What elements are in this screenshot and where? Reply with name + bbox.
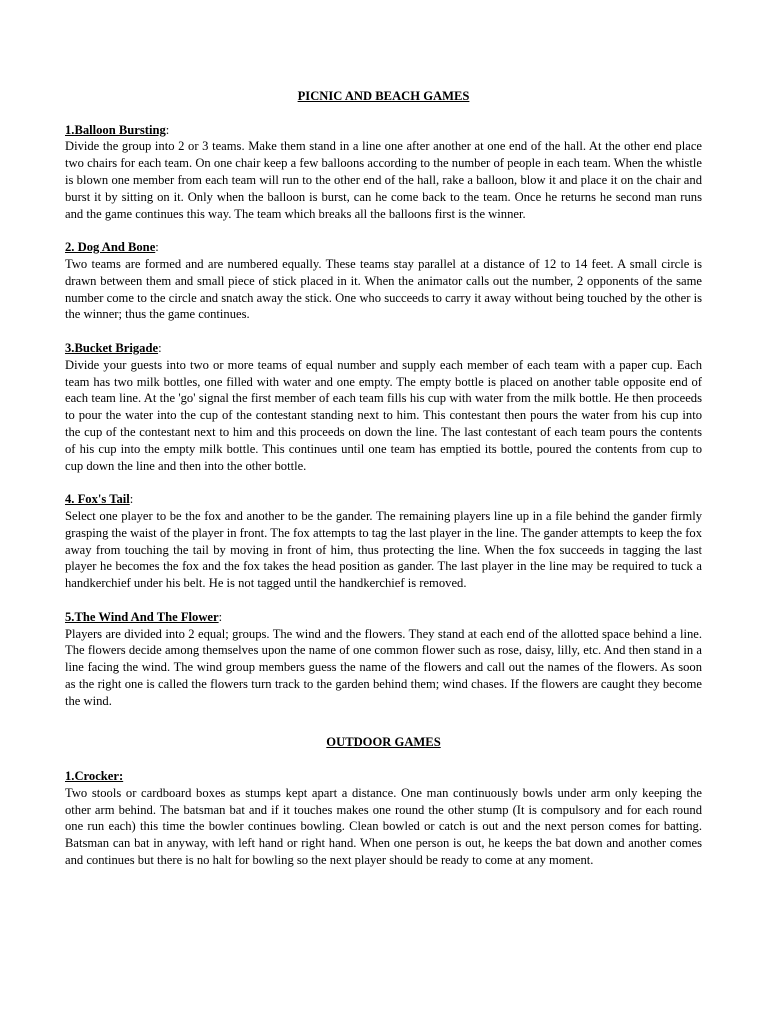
section-body: Players are divided into 2 equal; groups. The wind and the flowers. They stand at each end of the allotted space behind a line. The flowers decide among themselves upon the name of one common flower such as rose, daisy, lilly, etc. And then stand in a line facing the wind. The wind group members guess the name of the flowers and call out the names of the flowers. As soon as the right one is called the flowers turn track to the garden behind them; wind chases. If the flowers are caught they become the wind.: [65, 626, 702, 708]
section-body: Divide the group into 2 or 3 teams. Make them stand in a line one after another at one end of the hall. At the other end place two chairs for each team. On one chair keep a few balloons according to the number of people in each team. When the whistle is blown one member from each team will run to the other end of the hall, rake a balloon, blow it and place it on the chair and burst it by sitting on it. Only when the balloon is burst, can he come back to the team. Once he returns he second man runs and the game continues this way. The team which breaks all the balloons first is the winner.: [65, 139, 702, 221]
section-title: 3.Bucket Brigade: [65, 340, 159, 355]
section-balloon-bursting: [65, 122, 702, 223]
heading-picnic-beach-games: PICNIC AND BEACH GAMES: [297, 89, 470, 103]
section-bucket-brigade: [65, 340, 702, 474]
section-body: Two teams are formed and are numbered equally. These teams stay parallel at a distance of 12 to 14 feet. A small circle is drawn between them and small piece of stick placed in it. When the animator calls out the number, 2 opponents of the same number come to the circle and snatch away the stick. One who succeeds to carry it away without being touched by the other is the winner; thus the game continues.: [65, 256, 702, 322]
section-body: Divide your guests into two or more teams of equal number and supply each member of each team with a paper cup. Each team has two milk bottles, one filled with water and one empty. The empty bottle is placed on another table opposite end of each team line. At the 'go' signal the first member of each team fills his cup with water from the milk bottle. He then proceeds to pour the water into the cup of the contestant standing next to him. This contestant then pours the water from his cup into the cup of the contestant next to him and this proceeds on down the line. The last contestant of each team pours the contents of his cup into the empty milk bottle. This continues until one team has emptied its bottle, poured the contents from cup to cup down the line and then into the other bottle.: [65, 357, 702, 473]
section-title: 4. Fox's Tail: [65, 492, 130, 507]
section-title: 1.Crocker:: [65, 769, 124, 784]
section-colon: :: [165, 122, 170, 137]
section-colon: :: [218, 609, 223, 624]
section-colon: :: [155, 240, 159, 255]
section-title: 1.Balloon Bursting: [65, 122, 166, 137]
section-title: 2. Dog And Bone: [65, 240, 156, 255]
section-colon: :: [158, 340, 162, 355]
section-wind-and-flower: [65, 609, 702, 710]
document-page: [65, 88, 702, 869]
heading-outdoor-games: OUTDOOR GAMES: [326, 735, 441, 750]
section-body: Two stools or cardboard boxes as stumps kept apart a distance. One man continuously bowls under arm only keeping the other arm behind. The batsman bat and if it touches makes one round the other stump (It is compulsory and for each round one run each) this time the bowler continues bowling. Clean bowled or catch is out and the next person comes for batting. Batsman can bat in anyway, with left hand or right hand. When one person is out, he keeps the bat down and another comes and continues but there is no halt for bowling so the next player should be ready to come at any moment.: [65, 785, 702, 868]
section-foxs-tail: [65, 491, 702, 592]
section-crocker: [65, 768, 702, 869]
section-colon: :: [129, 492, 134, 507]
section-body: Select one player to be the fox and another to be the gander. The remaining players line up in a file behind the gander firmly grasping the waist of the player in front. The fox attempts to tag the last player in the line. The gander attempts to keep the fox away from touching the tail by moving in front of him, thus protecting the line. When the fox succeeds in tagging the last player he becomes the fox and the fox takes the head position as gander. The last player in the line may be required to tuck a handkerchief under his belt. He is not tagged until the handkerchief is removed.: [65, 508, 702, 591]
section-dog-and-bone: [65, 239, 702, 323]
section-title: 5.The Wind And The Flower: [65, 609, 219, 624]
